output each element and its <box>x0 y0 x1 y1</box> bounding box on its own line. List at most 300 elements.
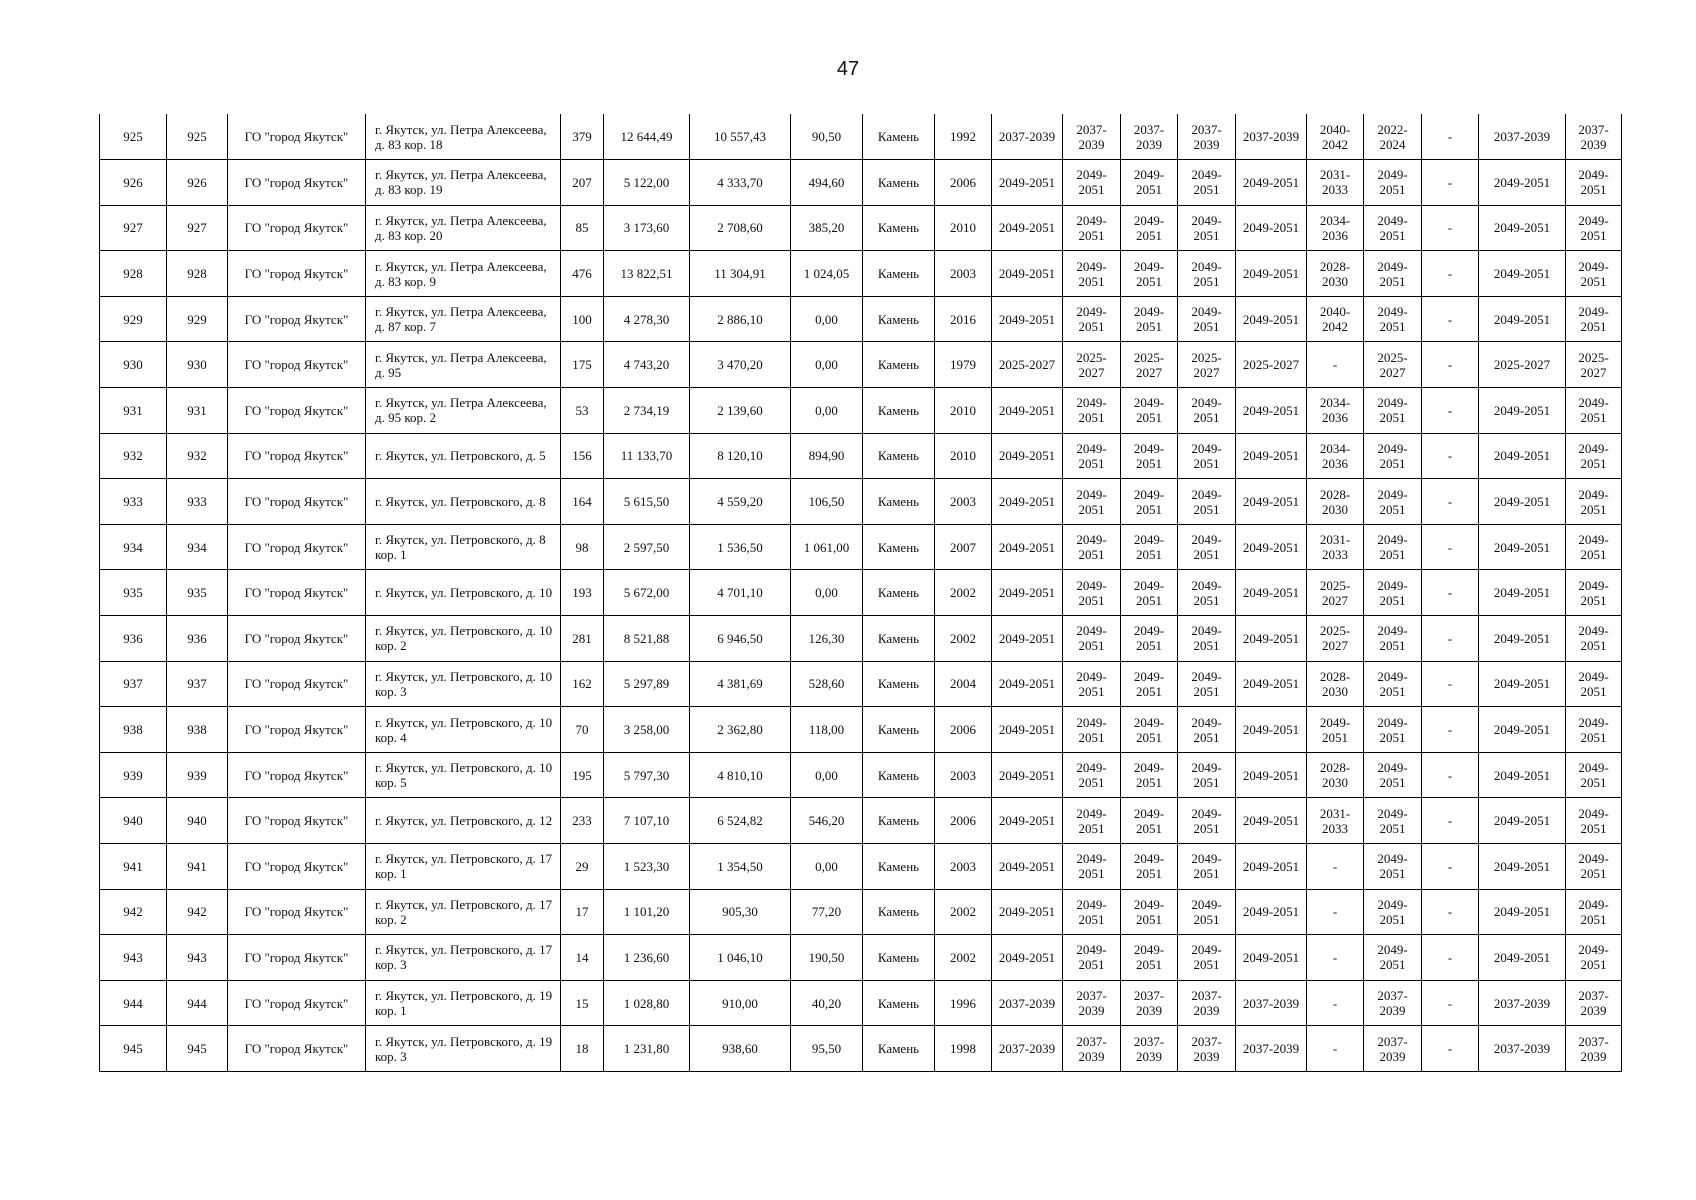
cell-period-5: 2049-2051 <box>1236 935 1307 981</box>
cell-address: г. Якутск, ул. Петровского, д. 8 <box>366 479 561 525</box>
cell-period-6: 2025-2027 <box>1307 570 1364 616</box>
cell-total-area: 5 797,30 <box>604 752 690 798</box>
cell-nonresidential-area: 106,50 <box>791 479 863 525</box>
cell-period-4: 2049-2051 <box>1178 752 1236 798</box>
cell-build-year: 2003 <box>935 752 992 798</box>
cell-period-6: 2031-2033 <box>1307 160 1364 206</box>
cell-period-1: 2049-2051 <box>992 661 1063 707</box>
cell-period-7: 2049-2051 <box>1364 205 1422 251</box>
cell-build-year: 2003 <box>935 844 992 890</box>
cell-build-year: 2010 <box>935 433 992 479</box>
cell-total-area: 1 236,60 <box>604 935 690 981</box>
cell-row-number: 931 <box>100 388 167 434</box>
cell-period-8: - <box>1422 388 1479 434</box>
cell-period-7: 2049-2051 <box>1364 570 1422 616</box>
cell-period-6: 2028-2030 <box>1307 661 1364 707</box>
cell-registry-number: 925 <box>167 114 228 160</box>
cell-period-7: 2022-2024 <box>1364 114 1422 160</box>
cell-period-3: 2049-2051 <box>1121 160 1178 206</box>
cell-build-year: 2010 <box>935 388 992 434</box>
cell-nonresidential-area: 0,00 <box>791 752 863 798</box>
cell-period-5: 2049-2051 <box>1236 798 1307 844</box>
cell-address: г. Якутск, ул. Петра Алексеева, д. 95 кор. 2 <box>366 388 561 434</box>
table-row <box>100 524 1622 570</box>
cell-municipality: ГО "город Якутск" <box>228 935 366 981</box>
cell-period-3: 2049-2051 <box>1121 570 1178 616</box>
cell-period-7: 2049-2051 <box>1364 388 1422 434</box>
cell-period-7: 2049-2051 <box>1364 844 1422 890</box>
cell-period-9: 2049-2051 <box>1479 616 1566 662</box>
cell-period-3: 2049-2051 <box>1121 388 1178 434</box>
cell-total-area: 1 028,80 <box>604 980 690 1026</box>
cell-living-area: 905,30 <box>690 889 791 935</box>
cell-municipality: ГО "город Якутск" <box>228 1026 366 1072</box>
cell-nonresidential-area: 0,00 <box>791 570 863 616</box>
cell-build-year: 2003 <box>935 479 992 525</box>
cell-period-8: - <box>1422 342 1479 388</box>
cell-nonresidential-area: 126,30 <box>791 616 863 662</box>
cell-period-4: 2049-2051 <box>1178 616 1236 662</box>
cell-period-2: 2049-2051 <box>1063 524 1121 570</box>
cell-wall-material: Камень <box>863 570 935 616</box>
cell-period-6: 2028-2030 <box>1307 251 1364 297</box>
cell-period-10: 2049-2051 <box>1566 251 1622 297</box>
cell-period-8: - <box>1422 524 1479 570</box>
cell-period-9: 2049-2051 <box>1479 707 1566 753</box>
cell-period-8: - <box>1422 752 1479 798</box>
cell-municipality: ГО "город Якутск" <box>228 616 366 662</box>
cell-residents-count: 29 <box>561 844 604 890</box>
cell-row-number: 936 <box>100 616 167 662</box>
cell-period-8: - <box>1422 889 1479 935</box>
cell-address: г. Якутск, ул. Петровского, д. 5 <box>366 433 561 479</box>
cell-registry-number: 929 <box>167 296 228 342</box>
table-row <box>100 479 1622 525</box>
cell-period-1: 2049-2051 <box>992 570 1063 616</box>
cell-living-area: 4 559,20 <box>690 479 791 525</box>
cell-period-10: 2049-2051 <box>1566 160 1622 206</box>
cell-residents-count: 476 <box>561 251 604 297</box>
cell-period-7: 2049-2051 <box>1364 160 1422 206</box>
cell-nonresidential-area: 894,90 <box>791 433 863 479</box>
cell-period-4: 2049-2051 <box>1178 798 1236 844</box>
cell-total-area: 4 743,20 <box>604 342 690 388</box>
cell-period-9: 2049-2051 <box>1479 570 1566 616</box>
cell-nonresidential-area: 95,50 <box>791 1026 863 1072</box>
cell-period-5: 2037-2039 <box>1236 114 1307 160</box>
cell-living-area: 11 304,91 <box>690 251 791 297</box>
cell-registry-number: 934 <box>167 524 228 570</box>
cell-period-2: 2049-2051 <box>1063 707 1121 753</box>
cell-total-area: 11 133,70 <box>604 433 690 479</box>
cell-period-6: - <box>1307 980 1364 1026</box>
cell-period-7: 2049-2051 <box>1364 524 1422 570</box>
cell-nonresidential-area: 77,20 <box>791 889 863 935</box>
cell-address: г. Якутск, ул. Петра Алексеева, д. 87 кор. 7 <box>366 296 561 342</box>
cell-period-10: 2037-2039 <box>1566 980 1622 1026</box>
cell-period-10: 2049-2051 <box>1566 205 1622 251</box>
cell-residents-count: 85 <box>561 205 604 251</box>
cell-nonresidential-area: 40,20 <box>791 980 863 1026</box>
cell-residents-count: 175 <box>561 342 604 388</box>
cell-wall-material: Камень <box>863 1026 935 1072</box>
cell-period-1: 2025-2027 <box>992 342 1063 388</box>
cell-period-7: 2049-2051 <box>1364 661 1422 707</box>
cell-period-9: 2049-2051 <box>1479 798 1566 844</box>
cell-period-2: 2049-2051 <box>1063 388 1121 434</box>
cell-period-7: 2049-2051 <box>1364 616 1422 662</box>
cell-period-10: 2049-2051 <box>1566 752 1622 798</box>
cell-living-area: 4 381,69 <box>690 661 791 707</box>
cell-period-6: - <box>1307 342 1364 388</box>
cell-period-7: 2049-2051 <box>1364 798 1422 844</box>
cell-period-1: 2049-2051 <box>992 388 1063 434</box>
cell-residents-count: 53 <box>561 388 604 434</box>
cell-build-year: 2006 <box>935 798 992 844</box>
cell-period-8: - <box>1422 433 1479 479</box>
cell-nonresidential-area: 385,20 <box>791 205 863 251</box>
cell-period-1: 2049-2051 <box>992 844 1063 890</box>
cell-municipality: ГО "город Якутск" <box>228 388 366 434</box>
cell-period-1: 2049-2051 <box>992 296 1063 342</box>
cell-residents-count: 207 <box>561 160 604 206</box>
cell-total-area: 7 107,10 <box>604 798 690 844</box>
cell-row-number: 928 <box>100 251 167 297</box>
cell-municipality: ГО "город Якутск" <box>228 205 366 251</box>
cell-row-number: 932 <box>100 433 167 479</box>
cell-total-area: 2 597,50 <box>604 524 690 570</box>
cell-period-2: 2037-2039 <box>1063 114 1121 160</box>
cell-period-4: 2049-2051 <box>1178 479 1236 525</box>
cell-period-6: 2028-2030 <box>1307 752 1364 798</box>
cell-period-4: 2049-2051 <box>1178 251 1236 297</box>
cell-period-4: 2049-2051 <box>1178 388 1236 434</box>
cell-municipality: ГО "город Якутск" <box>228 889 366 935</box>
cell-row-number: 927 <box>100 205 167 251</box>
cell-period-3: 2049-2051 <box>1121 661 1178 707</box>
cell-wall-material: Камень <box>863 752 935 798</box>
cell-period-3: 2049-2051 <box>1121 616 1178 662</box>
cell-nonresidential-area: 0,00 <box>791 388 863 434</box>
cell-period-5: 2049-2051 <box>1236 570 1307 616</box>
cell-nonresidential-area: 118,00 <box>791 707 863 753</box>
cell-municipality: ГО "город Якутск" <box>228 251 366 297</box>
cell-period-8: - <box>1422 160 1479 206</box>
cell-period-8: - <box>1422 798 1479 844</box>
cell-period-9: 2049-2051 <box>1479 205 1566 251</box>
cell-period-9: 2049-2051 <box>1479 935 1566 981</box>
cell-address: г. Якутск, ул. Петра Алексеева, д. 83 кор. 19 <box>366 160 561 206</box>
cell-period-9: 2049-2051 <box>1479 752 1566 798</box>
cell-living-area: 4 810,10 <box>690 752 791 798</box>
cell-total-area: 13 822,51 <box>604 251 690 297</box>
cell-period-3: 2049-2051 <box>1121 707 1178 753</box>
cell-period-1: 2049-2051 <box>992 433 1063 479</box>
cell-period-1: 2037-2039 <box>992 114 1063 160</box>
cell-row-number: 938 <box>100 707 167 753</box>
cell-build-year: 2006 <box>935 707 992 753</box>
cell-residents-count: 162 <box>561 661 604 707</box>
cell-period-3: 2049-2051 <box>1121 524 1178 570</box>
cell-municipality: ГО "город Якутск" <box>228 844 366 890</box>
cell-total-area: 4 278,30 <box>604 296 690 342</box>
cell-period-1: 2049-2051 <box>992 935 1063 981</box>
cell-total-area: 1 523,30 <box>604 844 690 890</box>
cell-address: г. Якутск, ул. Петровского, д. 8 кор. 1 <box>366 524 561 570</box>
table-row <box>100 1026 1622 1072</box>
cell-living-area: 6 524,82 <box>690 798 791 844</box>
cell-period-4: 2049-2051 <box>1178 433 1236 479</box>
table-row <box>100 752 1622 798</box>
cell-total-area: 8 521,88 <box>604 616 690 662</box>
cell-period-2: 2037-2039 <box>1063 980 1121 1026</box>
cell-address: г. Якутск, ул. Петра Алексеева, д. 95 <box>366 342 561 388</box>
cell-period-1: 2037-2039 <box>992 980 1063 1026</box>
cell-municipality: ГО "город Якутск" <box>228 752 366 798</box>
cell-municipality: ГО "город Якутск" <box>228 342 366 388</box>
cell-period-2: 2049-2051 <box>1063 570 1121 616</box>
cell-period-6: 2034-2036 <box>1307 388 1364 434</box>
cell-build-year: 2002 <box>935 570 992 616</box>
cell-residents-count: 14 <box>561 935 604 981</box>
cell-period-2: 2049-2051 <box>1063 479 1121 525</box>
cell-total-area: 5 672,00 <box>604 570 690 616</box>
cell-living-area: 3 470,20 <box>690 342 791 388</box>
cell-period-5: 2037-2039 <box>1236 1026 1307 1072</box>
cell-total-area: 5 297,89 <box>604 661 690 707</box>
cell-living-area: 2 708,60 <box>690 205 791 251</box>
cell-period-1: 2049-2051 <box>992 616 1063 662</box>
cell-period-3: 2049-2051 <box>1121 251 1178 297</box>
cell-period-4: 2049-2051 <box>1178 160 1236 206</box>
table-row <box>100 388 1622 434</box>
cell-living-area: 10 557,43 <box>690 114 791 160</box>
cell-period-9: 2049-2051 <box>1479 661 1566 707</box>
cell-wall-material: Камень <box>863 433 935 479</box>
cell-period-10: 2049-2051 <box>1566 570 1622 616</box>
cell-period-9: 2049-2051 <box>1479 251 1566 297</box>
cell-period-8: - <box>1422 479 1479 525</box>
cell-period-8: - <box>1422 114 1479 160</box>
cell-build-year: 2010 <box>935 205 992 251</box>
cell-period-5: 2049-2051 <box>1236 616 1307 662</box>
cell-period-3: 2025-2027 <box>1121 342 1178 388</box>
cell-living-area: 2 139,60 <box>690 388 791 434</box>
cell-wall-material: Камень <box>863 388 935 434</box>
cell-period-4: 2037-2039 <box>1178 114 1236 160</box>
cell-period-2: 2049-2051 <box>1063 798 1121 844</box>
cell-period-4: 2049-2051 <box>1178 205 1236 251</box>
cell-period-3: 2049-2051 <box>1121 889 1178 935</box>
cell-period-4: 2049-2051 <box>1178 935 1236 981</box>
cell-registry-number: 928 <box>167 251 228 297</box>
cell-row-number: 942 <box>100 889 167 935</box>
table-row <box>100 616 1622 662</box>
cell-address: г. Якутск, ул. Петровского, д. 17 кор. 3 <box>366 935 561 981</box>
cell-period-4: 2049-2051 <box>1178 524 1236 570</box>
cell-period-10: 2049-2051 <box>1566 844 1622 890</box>
cell-period-6: - <box>1307 935 1364 981</box>
cell-address: г. Якутск, ул. Петровского, д. 19 кор. 1 <box>366 980 561 1026</box>
cell-residents-count: 15 <box>561 980 604 1026</box>
cell-address: г. Якутск, ул. Петровского, д. 10 кор. 3 <box>366 661 561 707</box>
cell-nonresidential-area: 0,00 <box>791 844 863 890</box>
cell-period-7: 2049-2051 <box>1364 889 1422 935</box>
cell-period-1: 2049-2051 <box>992 798 1063 844</box>
table-row <box>100 661 1622 707</box>
housing-register-table <box>99 114 1622 1072</box>
cell-build-year: 1996 <box>935 980 992 1026</box>
cell-living-area: 2 362,80 <box>690 707 791 753</box>
cell-period-5: 2049-2051 <box>1236 205 1307 251</box>
cell-period-8: - <box>1422 251 1479 297</box>
cell-period-3: 2037-2039 <box>1121 980 1178 1026</box>
cell-residents-count: 193 <box>561 570 604 616</box>
cell-period-2: 2049-2051 <box>1063 935 1121 981</box>
cell-registry-number: 927 <box>167 205 228 251</box>
cell-period-6: 2031-2033 <box>1307 524 1364 570</box>
cell-period-4: 2049-2051 <box>1178 661 1236 707</box>
cell-address: г. Якутск, ул. Петра Алексеева, д. 83 кор. 18 <box>366 114 561 160</box>
cell-period-5: 2049-2051 <box>1236 752 1307 798</box>
cell-living-area: 1 354,50 <box>690 844 791 890</box>
cell-nonresidential-area: 0,00 <box>791 342 863 388</box>
cell-period-10: 2049-2051 <box>1566 433 1622 479</box>
cell-period-5: 2049-2051 <box>1236 844 1307 890</box>
cell-period-8: - <box>1422 296 1479 342</box>
cell-period-9: 2049-2051 <box>1479 524 1566 570</box>
cell-living-area: 4 333,70 <box>690 160 791 206</box>
cell-period-1: 2037-2039 <box>992 1026 1063 1072</box>
cell-municipality: ГО "город Якутск" <box>228 980 366 1026</box>
cell-build-year: 2002 <box>935 889 992 935</box>
cell-nonresidential-area: 1 061,00 <box>791 524 863 570</box>
cell-period-8: - <box>1422 616 1479 662</box>
cell-total-area: 5 122,00 <box>604 160 690 206</box>
cell-period-7: 2049-2051 <box>1364 251 1422 297</box>
cell-period-9: 2049-2051 <box>1479 388 1566 434</box>
cell-registry-number: 932 <box>167 433 228 479</box>
cell-period-10: 2037-2039 <box>1566 114 1622 160</box>
cell-wall-material: Камень <box>863 114 935 160</box>
cell-registry-number: 937 <box>167 661 228 707</box>
cell-period-3: 2049-2051 <box>1121 844 1178 890</box>
cell-period-8: - <box>1422 935 1479 981</box>
cell-period-10: 2025-2027 <box>1566 342 1622 388</box>
cell-municipality: ГО "город Якутск" <box>228 296 366 342</box>
cell-registry-number: 933 <box>167 479 228 525</box>
cell-registry-number: 941 <box>167 844 228 890</box>
cell-period-8: - <box>1422 980 1479 1026</box>
cell-period-6: 2028-2030 <box>1307 479 1364 525</box>
table-row <box>100 844 1622 890</box>
cell-residents-count: 233 <box>561 798 604 844</box>
cell-address: г. Якутск, ул. Петровского, д. 17 кор. 2 <box>366 889 561 935</box>
cell-row-number: 943 <box>100 935 167 981</box>
cell-period-6: 2034-2036 <box>1307 433 1364 479</box>
cell-registry-number: 930 <box>167 342 228 388</box>
cell-period-3: 2049-2051 <box>1121 296 1178 342</box>
cell-address: г. Якутск, ул. Петровского, д. 19 кор. 3 <box>366 1026 561 1072</box>
cell-period-1: 2049-2051 <box>992 251 1063 297</box>
cell-period-7: 2049-2051 <box>1364 707 1422 753</box>
cell-period-5: 2049-2051 <box>1236 479 1307 525</box>
cell-wall-material: Камень <box>863 296 935 342</box>
cell-period-10: 2049-2051 <box>1566 524 1622 570</box>
cell-period-3: 2049-2051 <box>1121 752 1178 798</box>
cell-build-year: 1998 <box>935 1026 992 1072</box>
cell-residents-count: 100 <box>561 296 604 342</box>
cell-registry-number: 945 <box>167 1026 228 1072</box>
cell-period-9: 2025-2027 <box>1479 342 1566 388</box>
page-number: 47 <box>836 58 860 80</box>
cell-period-5: 2049-2051 <box>1236 433 1307 479</box>
cell-period-7: 2049-2051 <box>1364 752 1422 798</box>
cell-period-5: 2049-2051 <box>1236 388 1307 434</box>
cell-nonresidential-area: 190,50 <box>791 935 863 981</box>
cell-wall-material: Камень <box>863 205 935 251</box>
cell-period-9: 2049-2051 <box>1479 889 1566 935</box>
table-row <box>100 798 1622 844</box>
cell-address: г. Якутск, ул. Петра Алексеева, д. 83 кор. 9 <box>366 251 561 297</box>
cell-period-3: 2049-2051 <box>1121 479 1178 525</box>
cell-nonresidential-area: 90,50 <box>791 114 863 160</box>
cell-period-4: 2049-2051 <box>1178 889 1236 935</box>
cell-period-9: 2049-2051 <box>1479 296 1566 342</box>
cell-period-4: 2049-2051 <box>1178 844 1236 890</box>
cell-period-2: 2049-2051 <box>1063 844 1121 890</box>
cell-nonresidential-area: 546,20 <box>791 798 863 844</box>
cell-period-2: 2049-2051 <box>1063 661 1121 707</box>
cell-period-8: - <box>1422 205 1479 251</box>
cell-residents-count: 195 <box>561 752 604 798</box>
cell-period-1: 2049-2051 <box>992 479 1063 525</box>
cell-period-8: - <box>1422 1026 1479 1072</box>
cell-row-number: 939 <box>100 752 167 798</box>
cell-living-area: 8 120,10 <box>690 433 791 479</box>
cell-residents-count: 17 <box>561 889 604 935</box>
cell-address: г. Якутск, ул. Петра Алексеева, д. 83 кор. 20 <box>366 205 561 251</box>
cell-row-number: 929 <box>100 296 167 342</box>
cell-nonresidential-area: 1 024,05 <box>791 251 863 297</box>
cell-registry-number: 940 <box>167 798 228 844</box>
cell-period-2: 2049-2051 <box>1063 296 1121 342</box>
cell-total-area: 2 734,19 <box>604 388 690 434</box>
cell-period-2: 2049-2051 <box>1063 205 1121 251</box>
table-row <box>100 114 1622 160</box>
cell-address: г. Якутск, ул. Петровского, д. 10 кор. 5 <box>366 752 561 798</box>
cell-period-8: - <box>1422 661 1479 707</box>
cell-registry-number: 926 <box>167 160 228 206</box>
cell-build-year: 2007 <box>935 524 992 570</box>
cell-period-10: 2049-2051 <box>1566 661 1622 707</box>
cell-municipality: ГО "город Якутск" <box>228 798 366 844</box>
cell-period-2: 2049-2051 <box>1063 433 1121 479</box>
table-row <box>100 889 1622 935</box>
cell-period-1: 2049-2051 <box>992 707 1063 753</box>
cell-period-5: 2049-2051 <box>1236 661 1307 707</box>
cell-build-year: 2002 <box>935 935 992 981</box>
cell-period-6: 2034-2036 <box>1307 205 1364 251</box>
cell-period-2: 2049-2051 <box>1063 160 1121 206</box>
cell-period-5: 2049-2051 <box>1236 889 1307 935</box>
cell-row-number: 944 <box>100 980 167 1026</box>
cell-wall-material: Камень <box>863 889 935 935</box>
cell-period-10: 2049-2051 <box>1566 935 1622 981</box>
cell-living-area: 2 886,10 <box>690 296 791 342</box>
cell-period-1: 2049-2051 <box>992 160 1063 206</box>
cell-registry-number: 935 <box>167 570 228 616</box>
